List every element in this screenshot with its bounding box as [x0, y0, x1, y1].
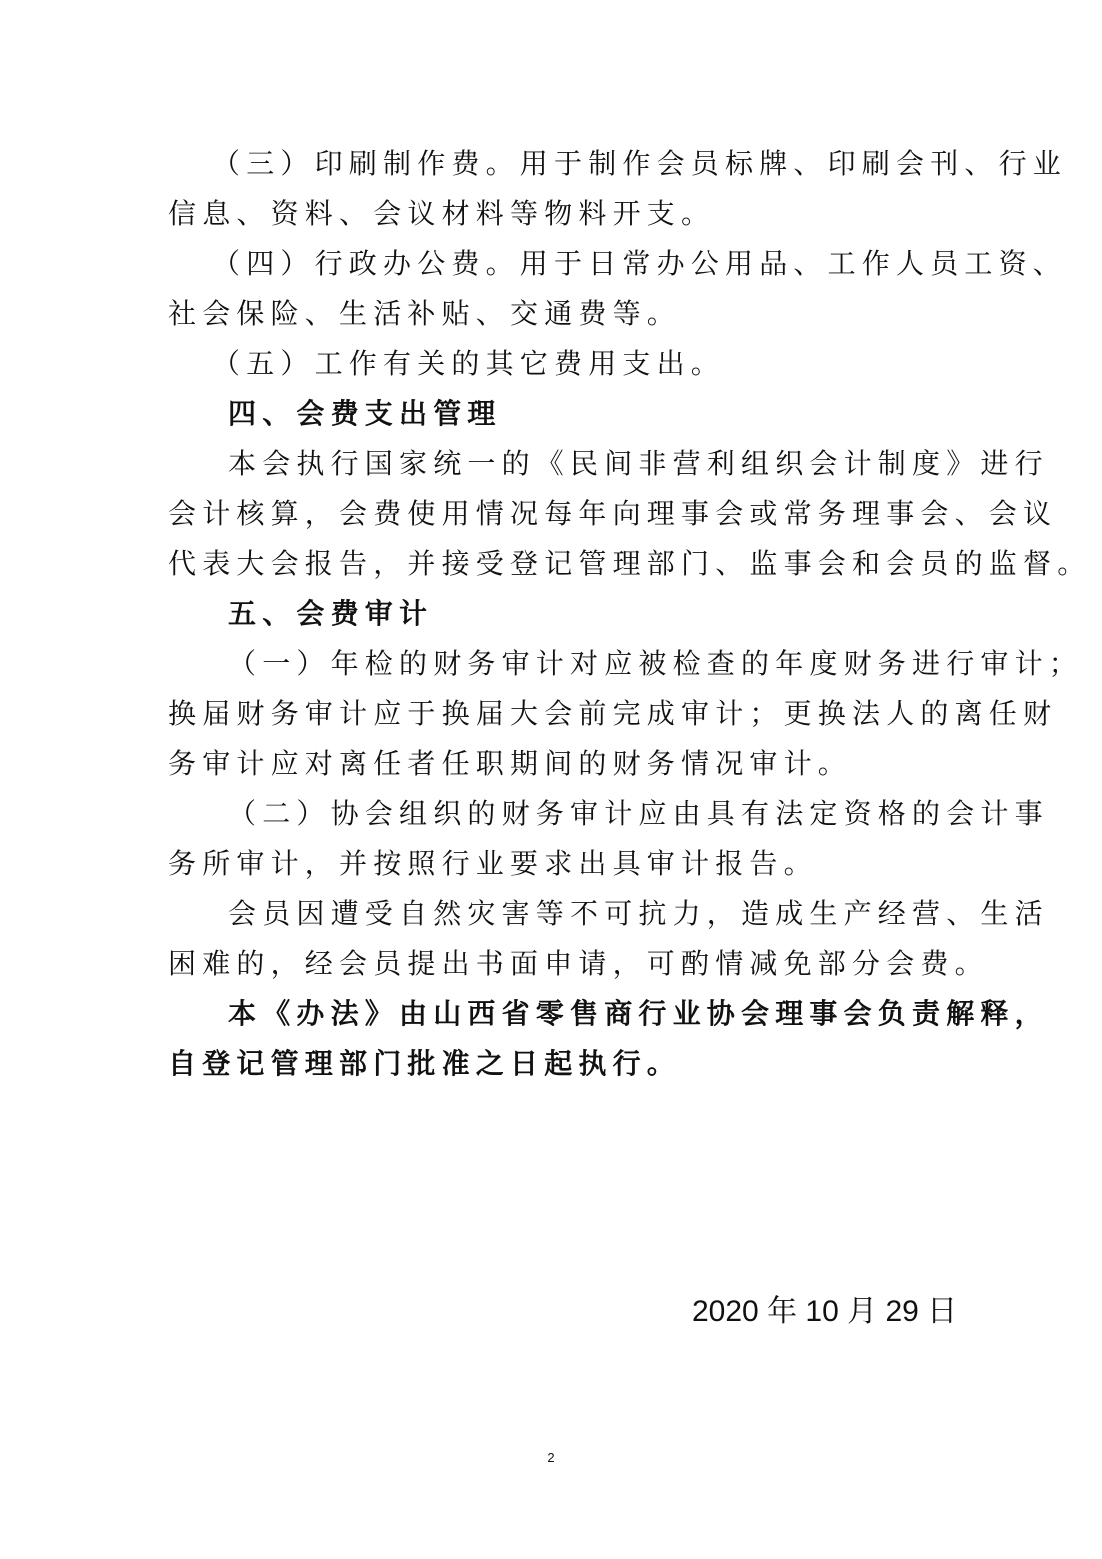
paragraph-line: 会计核算，会费使用情况每年向理事会或常务理事会、会议	[168, 497, 1058, 530]
section-heading: 五、会费审计	[228, 597, 434, 630]
paragraph-line: （五）工作有关的其它费用支出。	[212, 347, 726, 380]
paragraph-line: 信息、资料、会议材料等物料开支。	[168, 197, 716, 230]
paragraph-line: （二）协会组织的财务审计应由具有法定资格的会计事	[228, 797, 1049, 830]
section-heading: 四、会费支出管理	[228, 397, 502, 430]
paragraph-line: 务审计应对离任者任职期间的财务情况审计。	[168, 747, 853, 780]
paragraph-line: 换届财务审计应于换届大会前完成审计；更换法人的离任财	[168, 697, 1058, 730]
paragraph-line: 会员因遭受自然灾害等不可抗力，造成生产经营、生活	[228, 897, 1049, 930]
paragraph-line: 困难的，经会员提出书面申请，可酌情减免部分会费。	[168, 947, 989, 980]
document-date: 2020 年 10 月 29 日	[692, 1295, 958, 1328]
page-number: 2	[547, 1450, 555, 1465]
paragraph-line: （四）行政办公费。用于日常办公用品、工作人员工资、	[212, 247, 1068, 280]
paragraph-line: 社会保险、生活补贴、交通费等。	[168, 297, 682, 330]
paragraph-line: 务所审计，并按照行业要求出具审计报告。	[168, 847, 818, 880]
paragraph-line: 代表大会报告，并接受登记管理部门、监事会和会员的监督。	[168, 547, 1092, 580]
paragraph-line: 本会执行国家统一的《民间非营利组织会计制度》进行	[228, 447, 1049, 480]
closing-statement-line: 自登记管理部门批准之日起执行。	[168, 1047, 682, 1080]
closing-statement-line: 本《办法》由山西省零售商行业协会理事会负责解释，	[228, 997, 1049, 1030]
paragraph-line: （三）印刷制作费。用于制作会员标牌、印刷会刊、行业	[212, 147, 1068, 180]
paragraph-line: （一）年检的财务审计对应被检查的年度财务进行审计；	[228, 647, 1084, 680]
